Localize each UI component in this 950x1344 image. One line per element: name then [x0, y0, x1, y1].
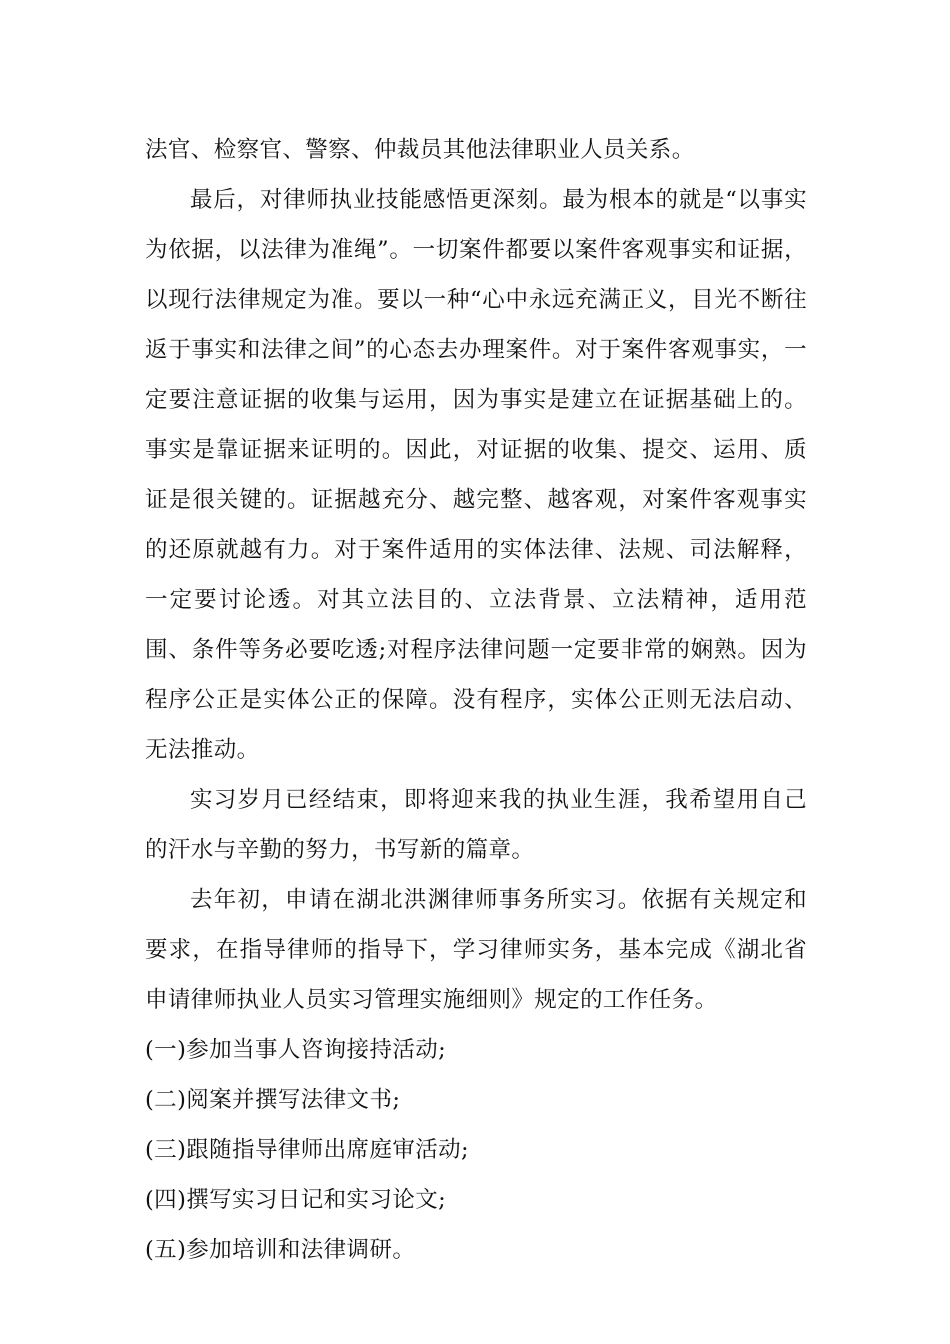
list-item: (三)跟随指导律师出席庭审活动; [145, 1137, 470, 1163]
paragraph-internship-intro: 去年初，申请在湖北洪渊律师事务所实习。依据有关规定和要求，在指导律师的指导下，学习律师实务，基本完成《湖北省申请律师执业人员实习管理实施细则》规定的工作任务。 [145, 887, 807, 1013]
list-item: (四)撰写实习日记和实习论文; [145, 1187, 447, 1213]
paragraph-continuation: 法官、检察官、警察、仲裁员其他法律职业人员关系。 [145, 137, 695, 163]
paragraph-internship-end: 实习岁月已经结束，即将迎来我的执业生涯，我希望用自己的汗水与辛勤的努力，书写新的篇章。 [145, 787, 807, 863]
document-body [145, 125, 807, 1275]
list-item: (五)参加培训和法律调研。 [145, 1237, 416, 1263]
list-item: (一)参加当事人咨询接持活动; [145, 1037, 447, 1063]
paragraph-legal-skills: 最后，对律师执业技能感悟更深刻。最为根本的就是“以事实为依据，以法律为准绳”。一切案件都要以案件客观事实和证据，以现行法律规定为准。要以一种“心中永远充满正义，目光不断往返于事实和法律之间”的心态去办理案件。对于案件客观事实，一定要注意证据的收集与运用，因为事实是建立在证据基础上的。事实是靠证据来证明的。因此，对证据的收集、提交、运用、质证是很关键的。证据越充分、越完整、越客观，对案件客观事实的还原就越有力。对于案件适用的实体法律、法规、司法解释，一定要讨论透。对其立法目的、立法背景、立法精神，适用范围、条件等务必要吃透;对程序法律问题一定要非常的娴熟。因为程序公正是实体公正的保障。没有程序，实体公正则无法启动、无法推动。 [145, 187, 807, 763]
list-item: (二)阅案并撰写法律文书; [145, 1087, 401, 1113]
